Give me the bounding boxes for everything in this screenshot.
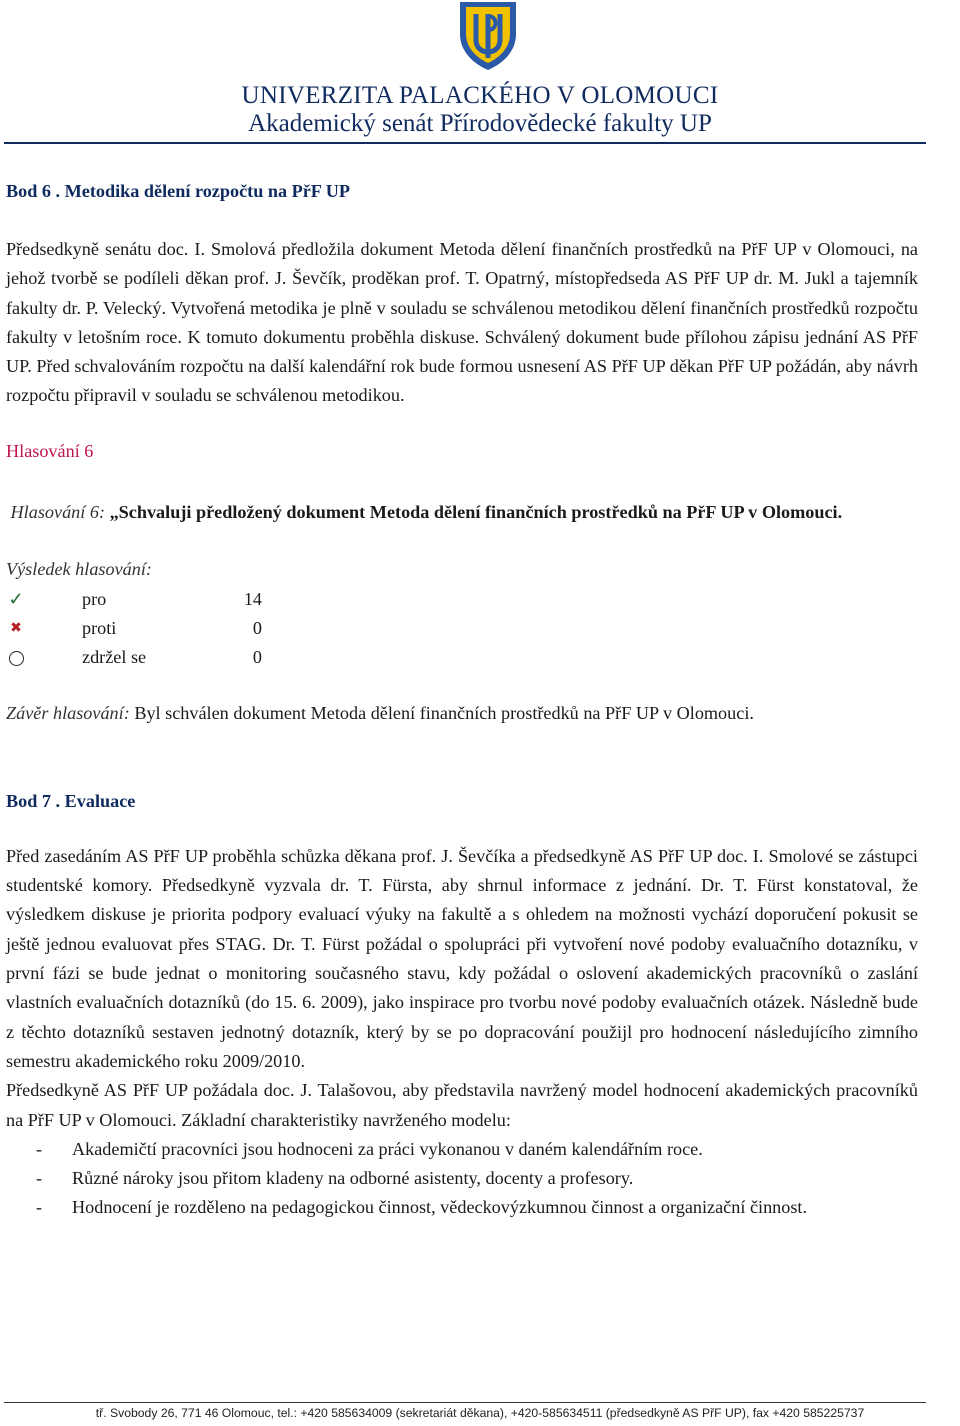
university-name: UNIVERZITA PALACKÉHO V OLOMOUCI (241, 82, 719, 109)
result-row-pro (6, 585, 918, 614)
result-label-zdrzel: zdržel se (82, 647, 147, 668)
vote-question-line (6, 498, 918, 527)
bod6-title: Bod 6 . Metodika dělení rozpočtu na PřF UP (6, 181, 351, 201)
result-label-pro: pro (82, 588, 107, 609)
letterhead (0, 0, 960, 150)
header-divider (4, 142, 926, 144)
footer-address: tř. Svobody 26, 771 46 Olomouc, tel.: +420 585634009 (sekretariát děkana), +420-585634511 (předsedkyně AS PřF UP), fax +420 585225737 (95, 1406, 865, 1420)
result-row-zdrzel (6, 643, 918, 672)
result-label-proti: proti (82, 617, 117, 638)
cross-icon: ✖ (10, 620, 22, 636)
palacky-university-shield-icon (452, 0, 524, 72)
vote-label: Hlasování 6: (10, 502, 110, 523)
bod7-title: Bod 7 . Evaluace (6, 790, 136, 811)
result-row-proti (6, 614, 918, 643)
result-value-zdrzel: 0 (252, 647, 262, 668)
bod7-paragraph-2: Předsedkyně AS PřF UP požádala doc. J. Talašovou, aby představila navržený model hodnocení akademických pracovníků na PřF UP v Olomouci. Základní charakteristiky navrženého modelu: (6, 1080, 918, 1130)
conclusion-text: Byl schválen dokument Metoda dělení finančních prostředků na PřF UP v Olomouci. (129, 702, 754, 723)
footer-divider (4, 1402, 926, 1403)
result-label: Výsledek hlasování: (6, 559, 152, 580)
document-body (6, 176, 918, 1223)
circle-icon (6, 643, 26, 675)
list-item: - Hodnocení je rozděleno na pedagogickou činnost, vědeckovýzkumnou činnost a organizační činnost. (36, 1197, 808, 1218)
result-value-proti: 0 (252, 617, 262, 638)
model-characteristics-list (6, 1135, 918, 1223)
bod7-paragraph-1: Před zasedáním AS PřF UP proběhla schůzka děkana prof. J. Ševčíka a předsedkyně AS PřF UP doc. I. Smolové se zástupci studentské komory. Předsedkyně vyzvala dr. T. Fürsta, aby shrnul informace z jednání. Dr. T. Fürst konstatoval, že výsledkem diskuse je priorita podpory evaluací výuky na fakultě a s ohledem na možnosti vychází doporučení pokusit se ještě jednou evaluovat přes STAG. Dr. T. Fürst požádal o spolupráci při vytvoření nové podoby evaluačního dotazníku, v první fázi se bude jednat o monitoring současného stavu, kdy požádal o oslovení akademických pracovníků o zaslání vlastních evaluačních dotazníků (do 15. 6. 2009), jako inspirace pro tvorbu nové podoby evaluačních otázek. Následně bude z těchto dotazníků sestaven jednotný dotazník, který by se po dopracování použijl pro hodnocení následujícího zimního semestru akademického roku 2009/2010. (6, 845, 918, 1071)
senate-name: Akademický senát Přírodovědecké fakulty UP (248, 110, 712, 137)
result-value-pro: 14 (243, 588, 262, 609)
check-icon: ✓ (8, 588, 24, 609)
list-item: - Různé nároky jsou přitom kladeny na odborné asistenty, docenty a profesory. (36, 1168, 634, 1189)
vote-question: „Schvaluji předložený dokument Metoda dělení finančních prostředků na PřF UP v Olomouci. (109, 502, 843, 523)
conclusion-label: Závěr hlasování: (6, 702, 130, 723)
vote-heading: Hlasování 6 (6, 440, 94, 461)
bod6-paragraph: Předsedkyně senátu doc. I. Smolová předložila dokument Metoda dělení finančních prostředků na PřF UP v Olomouci, na jehož tvorbě se podíleli děkan prof. J. Ševčík, proděkan prof. T. Opatrný, místopředseda AS PřF UP dr. M. Jukl a tajemník fakulty dr. P. Velecký. Vytvořená metodika je plně v souladu se schválenou metodikou dělení finančních prostředků rozpočtu fakulty v letošním roce. K tomuto dokumentu proběhla diskuse. Schválený dokument bude přílohou zápisu jednání AS PřF UP. Před schvalováním rozpočtu na další kalendářní rok bude formou usnesení AS PřF UP děkan PřF UP požádán, aby návrh rozpočtu připravil v souladu se schválenou metodikou. (6, 239, 918, 406)
list-item: - Akademičtí pracovníci jsou hodnoceni za práci vykonanou v daném kalendářním roce. (36, 1138, 703, 1159)
conclusion (6, 699, 918, 728)
